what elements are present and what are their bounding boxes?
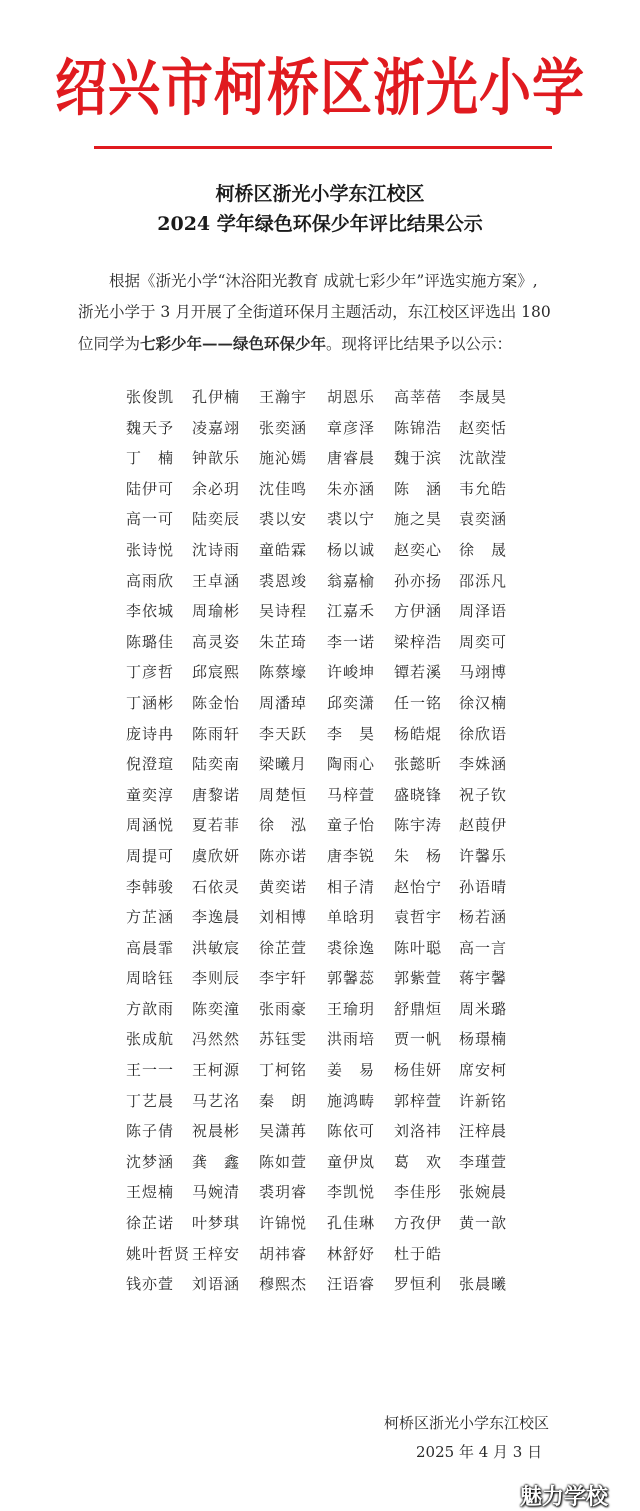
awardee-name: 张雨豪 xyxy=(259,999,308,1018)
awardee-name: 韦允皓 xyxy=(459,479,508,498)
letterhead-title: 绍兴市柯桥区浙光小学 xyxy=(54,53,585,125)
awardee-name: 徐 泓 xyxy=(259,816,308,835)
awardee-name: 刘语涵 xyxy=(192,1275,241,1294)
awardee-name: 陈璐佳 xyxy=(126,632,175,651)
awardee-name: 邱奕潇 xyxy=(327,693,376,712)
awardee-name: 刘洛祎 xyxy=(394,1122,443,1141)
awardee-name: 朱亦涵 xyxy=(327,479,376,498)
awardee-name: 马婉清 xyxy=(192,1183,241,1202)
awardee-name: 李宇轩 xyxy=(259,969,308,988)
awardee-name: 陈依可 xyxy=(327,1122,376,1141)
awardee-name: 翁嘉榆 xyxy=(327,571,376,590)
awardee-name: 邱宸熙 xyxy=(192,663,241,682)
awardee-name: 陈蔡壕 xyxy=(259,663,308,682)
awardee-name: 唐李锐 xyxy=(327,846,376,865)
awardee-name: 陈子倩 xyxy=(126,1122,175,1141)
awardee-name: 洪敏宸 xyxy=(192,938,241,957)
awardee-name: 许馨乐 xyxy=(459,846,508,865)
awardee-name: 高一可 xyxy=(126,510,175,529)
awardee-name: 裘玥睿 xyxy=(259,1183,308,1202)
awardee-name: 袁哲宇 xyxy=(394,908,443,927)
awardee-name: 陈 涵 xyxy=(394,479,443,498)
awardee-name: 陶雨心 xyxy=(327,755,376,774)
awardee-name: 童子怡 xyxy=(327,816,376,835)
awardee-name: 孙语晴 xyxy=(459,877,508,896)
awardee-name: 赵怡宁 xyxy=(394,877,443,896)
awardee-name: 王瑜玥 xyxy=(327,999,376,1018)
awardee-name: 秦 朗 xyxy=(259,1091,308,1110)
intro-line2: 浙光小学于 3 月开展了全街道环保月主题活动，东江校区评选出 180 xyxy=(78,303,551,321)
awardee-name: 倪澄瑄 xyxy=(126,755,175,774)
awardee-name: 蒋宇馨 xyxy=(459,969,508,988)
intro-line3 xyxy=(78,328,578,360)
awardee-name: 郭紫萱 xyxy=(394,969,443,988)
awardee-name: 魏于滨 xyxy=(394,449,443,468)
awardee-name: 高灵姿 xyxy=(192,632,241,651)
awardee-name: 陈奕潼 xyxy=(192,999,241,1018)
intro-paragraph xyxy=(78,266,578,360)
awardee-name: 李凯悦 xyxy=(327,1183,376,1202)
awardee-name: 裘以安 xyxy=(259,510,308,529)
awardee-name: 丁柯铭 xyxy=(259,1061,308,1080)
awardee-name: 吴诗程 xyxy=(259,602,308,621)
awardee-name: 周奕可 xyxy=(459,632,508,651)
awardee-name: 陈如萱 xyxy=(259,1152,308,1171)
awardee-name: 祝晨彬 xyxy=(192,1122,241,1141)
awardee-name: 张婉晨 xyxy=(459,1183,508,1202)
awardee-name: 张懿昕 xyxy=(394,755,443,774)
awardee-name: 祝子钦 xyxy=(459,785,508,804)
awardee-name: 梁梓浩 xyxy=(394,632,443,651)
awardee-name: 王一一 xyxy=(126,1061,175,1080)
awardee-name: 镡若溪 xyxy=(394,663,443,682)
awardee-name: 方伊涵 xyxy=(394,602,443,621)
intro-line1: 根据《浙光小学“沐浴阳光教育 成就七彩少年”评选实施方案》, xyxy=(109,272,538,290)
awardee-name: 盛晓锋 xyxy=(394,785,443,804)
awardee-name: 高晨霏 xyxy=(126,938,175,957)
awardee-name: 施鸿畴 xyxy=(327,1091,376,1110)
awardee-name: 李韩骏 xyxy=(126,877,175,896)
awardee-name: 周瑜彬 xyxy=(192,602,241,621)
awardee-name: 沈梦涵 xyxy=(126,1152,175,1171)
awardee-name: 杨以诚 xyxy=(327,540,376,559)
awardee-name: 陈锦浩 xyxy=(394,418,443,437)
awardee-name: 钟歆乐 xyxy=(192,449,241,468)
awardee-name: 徐 晟 xyxy=(459,540,508,559)
awardee-name: 李姝涵 xyxy=(459,755,508,774)
awardee-name: 高一言 xyxy=(459,938,508,957)
awardee-name: 沈歆滢 xyxy=(459,449,508,468)
awardee-name: 龚 鑫 xyxy=(192,1152,241,1171)
awardee-name: 贾一帆 xyxy=(394,1030,443,1049)
awardee-name: 魏天予 xyxy=(126,418,175,437)
awardee-name: 庞诗冉 xyxy=(126,724,175,743)
awardee-name: 周涵悦 xyxy=(126,816,175,835)
awardee-name: 胡恩乐 xyxy=(327,388,376,406)
awardee-name: 林舒妤 xyxy=(327,1244,376,1263)
awardee-name: 李 昊 xyxy=(327,724,376,743)
awardee-name: 周楚恒 xyxy=(259,785,308,804)
awardee-name: 许锦悦 xyxy=(259,1214,308,1233)
awardee-name: 许新铭 xyxy=(459,1091,508,1110)
awardee-name: 姜 易 xyxy=(327,1061,376,1080)
awardee-name: 陈雨轩 xyxy=(192,724,241,743)
awardee-name: 胡祎睿 xyxy=(259,1244,308,1263)
awardee-name: 杜于皓 xyxy=(394,1244,443,1263)
awardee-name: 徐芷萱 xyxy=(259,938,308,957)
awardee-name: 王梓安 xyxy=(192,1244,241,1263)
awardee-name: 石依灵 xyxy=(192,877,241,896)
awardee-name: 孔伊楠 xyxy=(192,388,241,406)
awardee-name: 黄一歆 xyxy=(459,1214,508,1233)
awardee-name: 赵葭伊 xyxy=(459,816,508,835)
awardee-name: 郭梓萱 xyxy=(394,1091,443,1110)
awardee-name: 李一诺 xyxy=(327,632,376,651)
awardee-name: 周泽语 xyxy=(459,602,508,621)
awardee-name: 汪梓晨 xyxy=(459,1122,508,1141)
awardee-name: 王瀚宇 xyxy=(259,388,308,406)
awardee-name: 舒鼎烜 xyxy=(394,999,443,1018)
awardee-name: 罗恒利 xyxy=(394,1275,443,1294)
awardee-name: 徐芷诺 xyxy=(126,1214,175,1233)
awardee-name: 裘徐逸 xyxy=(327,938,376,957)
awardee-name: 徐欣语 xyxy=(459,724,508,743)
awardee-name: 洪雨培 xyxy=(327,1030,376,1049)
awardee-name: 沈佳鸣 xyxy=(259,479,308,498)
awardee-name: 丁艺晨 xyxy=(126,1091,175,1110)
awardee-name: 裘恩竣 xyxy=(259,571,308,590)
awardee-name: 杨璟楠 xyxy=(459,1030,508,1049)
awardee-name: 任一铭 xyxy=(394,693,443,712)
awardee-name: 周晗钰 xyxy=(126,969,175,988)
awardee-name: 徐汉楠 xyxy=(459,693,508,712)
awardee-name: 姚叶哲贤 xyxy=(126,1244,191,1263)
awardee-name: 张俊凯 xyxy=(126,388,175,406)
awardee-name: 孙亦扬 xyxy=(394,571,443,590)
awardee-name: 周提可 xyxy=(126,846,175,865)
awardee-name: 唐黎诺 xyxy=(192,785,241,804)
watermark: 魅力学校 xyxy=(520,1485,609,1510)
awardee-name: 赵奕心 xyxy=(394,540,443,559)
awardee-name: 童奕淳 xyxy=(126,785,175,804)
signature-date: 2025 年 4 月 3 日 xyxy=(416,1443,543,1461)
awardee-name: 苏钰雯 xyxy=(259,1030,308,1049)
awardee-name: 相子清 xyxy=(327,877,376,896)
awardee-name: 丁 楠 xyxy=(126,449,175,468)
awardee-name: 丁涵彬 xyxy=(126,693,175,712)
awardee-name: 童伊岚 xyxy=(327,1152,376,1171)
awardee-name: 许峻坤 xyxy=(327,663,376,682)
awardee-name: 杨皓焜 xyxy=(394,724,443,743)
awardee-name: 张成航 xyxy=(126,1030,175,1049)
awardee-name: 黄奕诺 xyxy=(259,877,308,896)
awardee-name: 周米璐 xyxy=(459,999,508,1018)
awardee-name: 刘相博 xyxy=(259,908,308,927)
awardee-name: 席安柯 xyxy=(459,1061,508,1080)
awardee-name: 王煜楠 xyxy=(126,1183,175,1202)
awardee-name: 童皓霖 xyxy=(259,540,308,559)
awardee-name: 陆奕南 xyxy=(192,755,241,774)
awardee-name: 张诗悦 xyxy=(126,540,175,559)
awardee-name: 钱亦萱 xyxy=(126,1275,175,1294)
notice-title-line1: 柯桥区浙光小学东江校区 xyxy=(215,183,425,205)
awardee-name: 马艺洺 xyxy=(192,1091,241,1110)
awardee-name: 杨若涵 xyxy=(459,908,508,927)
awardee-name: 郭馨蕊 xyxy=(327,969,376,988)
awardee-name: 高雨欣 xyxy=(126,571,175,590)
awardee-name: 方芷涵 xyxy=(126,908,175,927)
awardee-name: 孔佳琳 xyxy=(327,1214,376,1233)
awardee-name: 李瑾萱 xyxy=(459,1152,508,1171)
notice-title-line2: 2024 学年绿色环保少年评比结果公示 xyxy=(157,213,483,235)
awardee-name: 李晟昊 xyxy=(459,388,508,406)
awardee-name: 叶梦琪 xyxy=(192,1214,241,1233)
awardee-name: 李则辰 xyxy=(192,969,241,988)
awardee-name: 唐睿晨 xyxy=(327,449,376,468)
awardee-name: 李逸晨 xyxy=(192,908,241,927)
intro-line3-suffix: 。现将评比结果予以公示： xyxy=(326,335,513,353)
awardee-name: 王卓涵 xyxy=(192,571,241,590)
intro-line3-prefix: 位同学为 xyxy=(78,335,141,353)
awardee-name: 李佳彤 xyxy=(394,1183,443,1202)
awardee-name: 朱芷琦 xyxy=(259,632,308,651)
awardee-name: 章彦泽 xyxy=(327,418,376,437)
awardee-name: 凌嘉翊 xyxy=(192,418,241,437)
awardee-name: 冯然然 xyxy=(192,1030,241,1049)
awardee-name: 江嘉禾 xyxy=(327,602,376,621)
awardee-name: 朱 杨 xyxy=(394,846,443,865)
awardee-name: 夏若菲 xyxy=(192,816,241,835)
intro-highlight: 七彩少年——绿色环保少年 xyxy=(140,334,327,353)
awardee-name: 陈宇涛 xyxy=(394,816,443,835)
awardee-name: 高莘蓓 xyxy=(394,388,443,406)
awardee-name: 李天跃 xyxy=(259,724,308,743)
awardee-name: 葛 欢 xyxy=(394,1152,443,1171)
awardee-name: 裘以宁 xyxy=(327,510,376,529)
awardee-name: 王柯源 xyxy=(192,1061,241,1080)
awardee-name: 吴潇苒 xyxy=(259,1122,308,1141)
awardee-name: 赵奕恬 xyxy=(459,418,508,437)
awardee-name: 马翊博 xyxy=(459,663,508,682)
awardee-name: 邵泺凡 xyxy=(459,571,508,590)
awardee-name: 方孜伊 xyxy=(394,1214,443,1233)
awardee-name: 李依城 xyxy=(126,602,175,621)
awardee-name: 梁曦月 xyxy=(259,755,308,774)
awardee-name: 马梓萱 xyxy=(327,785,376,804)
awardee-name: 周潘琸 xyxy=(259,693,308,712)
awardee-name: 施沁嫣 xyxy=(259,449,308,468)
awardee-name: 张晨曦 xyxy=(459,1275,508,1294)
awardee-name: 陆伊可 xyxy=(126,479,175,498)
awardee-name: 陈金怡 xyxy=(192,693,241,712)
awardee-name: 方歆雨 xyxy=(126,999,175,1018)
awardee-name: 沈诗雨 xyxy=(192,540,241,559)
letterhead-red-rule xyxy=(94,146,552,149)
awardee-name: 穆熙杰 xyxy=(259,1275,308,1294)
awardee-name: 杨佳妍 xyxy=(394,1061,443,1080)
awardee-name: 袁奕涵 xyxy=(459,510,508,529)
awardee-name: 单晗玥 xyxy=(327,908,376,927)
awardee-name: 张奕涵 xyxy=(259,418,308,437)
awardee-name: 虞欣妍 xyxy=(192,846,241,865)
awardee-name: 汪语睿 xyxy=(327,1275,376,1294)
signature-organization: 柯桥区浙光小学东江校区 xyxy=(384,1414,550,1432)
awardee-name: 陈叶聪 xyxy=(394,938,443,957)
awardee-name: 余必玥 xyxy=(192,479,241,498)
awardee-name: 陈亦诺 xyxy=(259,846,308,865)
awardee-name: 施之昊 xyxy=(394,510,443,529)
awardee-name: 丁彦哲 xyxy=(126,663,175,682)
awardee-name: 陆奕辰 xyxy=(192,510,241,529)
